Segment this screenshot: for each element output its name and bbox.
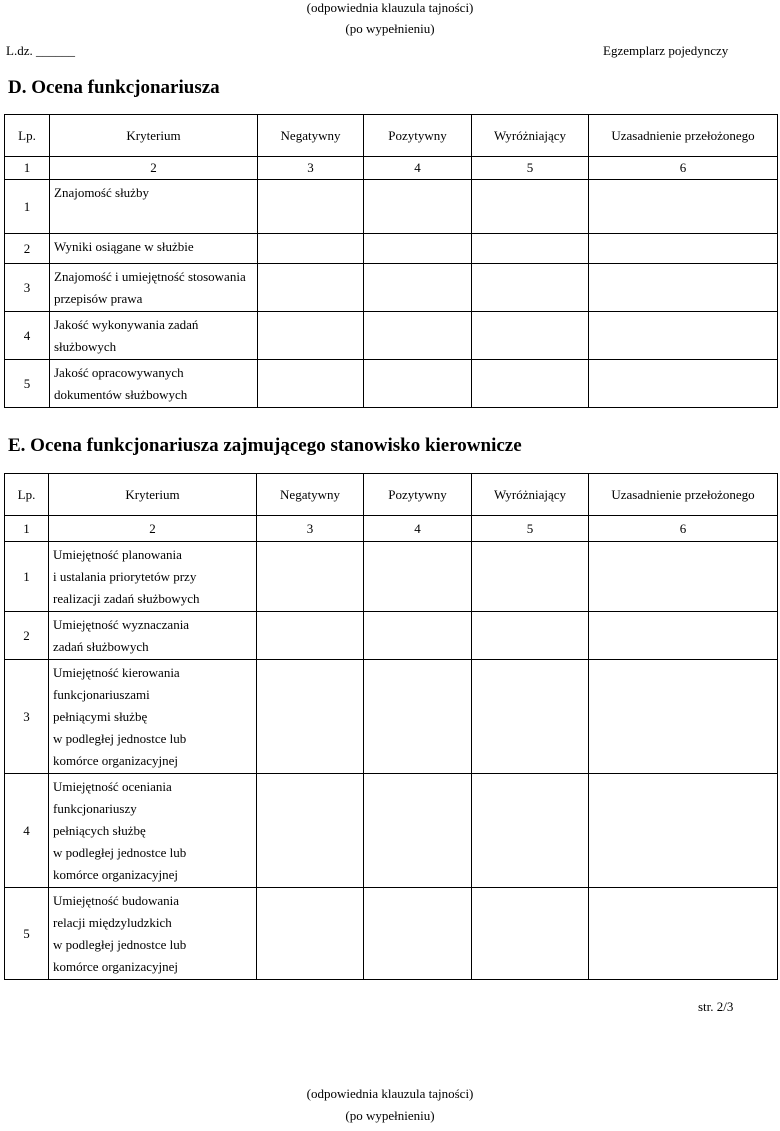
negative-cell[interactable] <box>258 312 364 360</box>
criterion-line: służbowych <box>54 339 117 354</box>
lp-cell: 2 <box>5 234 50 264</box>
table-e-number-row <box>5 516 778 542</box>
table-d <box>4 114 778 408</box>
section-e-title: E. Ocena funkcjonariusza zajmującego stanowisko kierownicze <box>8 435 522 456</box>
criterion-line: Jakość wykonywania zadań <box>54 317 199 332</box>
criterion-line: Umiejętność planowania <box>53 547 182 562</box>
col-header: Kryterium <box>50 115 258 157</box>
criterion-line: Znajomość służby <box>54 185 149 200</box>
section-d-title: D. Ocena funkcjonariusza <box>8 77 220 98</box>
justification-cell[interactable] <box>589 360 778 408</box>
justification-cell[interactable] <box>589 312 778 360</box>
distinguished-cell[interactable] <box>472 234 589 264</box>
col-number: 2 <box>49 516 257 542</box>
criterion-line: Umiejętność kierowania <box>53 665 180 680</box>
negative-cell[interactable] <box>258 234 364 264</box>
negative-cell[interactable] <box>257 888 364 980</box>
col-number: 1 <box>5 157 50 180</box>
criterion-line: Znajomość i umiejętność stosowania <box>54 269 246 284</box>
col-header: Negatywny <box>258 115 364 157</box>
col-header: Wyróżniający <box>472 474 589 516</box>
lp-cell: 3 <box>5 264 50 312</box>
criterion-cell <box>50 180 258 234</box>
negative-cell[interactable] <box>258 180 364 234</box>
classification-header: (odpowiednia klauzula tajności) <box>306 0 474 15</box>
negative-cell[interactable] <box>257 542 364 612</box>
criterion-line: w podległej jednostce lub <box>53 731 187 746</box>
table-d-header-row <box>5 115 778 157</box>
distinguished-cell[interactable] <box>472 542 589 612</box>
lp-cell: 4 <box>5 312 50 360</box>
positive-cell[interactable] <box>364 660 472 774</box>
criterion-cell <box>50 360 258 408</box>
positive-cell[interactable] <box>364 360 472 408</box>
criterion-line: w podległej jednostce lub <box>53 937 187 952</box>
classification-footer: (odpowiednia klauzula tajności) <box>306 1086 474 1101</box>
distinguished-cell[interactable] <box>472 312 589 360</box>
distinguished-cell[interactable] <box>472 180 589 234</box>
table-d-row-5 <box>5 360 778 408</box>
criterion-cell <box>49 542 257 612</box>
criterion-line: pełniących służbę <box>53 823 146 838</box>
distinguished-cell[interactable] <box>472 360 589 408</box>
col-number: 5 <box>472 157 589 180</box>
col-header: Kryterium <box>49 474 257 516</box>
criterion-cell <box>50 234 258 264</box>
table-e-row-2 <box>5 612 778 660</box>
justification-cell[interactable] <box>589 264 778 312</box>
criterion-line: funkcjonariuszy <box>53 801 137 816</box>
negative-cell[interactable] <box>257 612 364 660</box>
table-d-body <box>5 115 778 408</box>
positive-cell[interactable] <box>364 264 472 312</box>
col-header: Pozytywny <box>364 115 472 157</box>
justification-cell[interactable] <box>589 542 778 612</box>
distinguished-cell[interactable] <box>472 888 589 980</box>
col-header: Negatywny <box>257 474 364 516</box>
table-e-row-1 <box>5 542 778 612</box>
criterion-line: Wyniki osiągane w służbie <box>54 239 194 254</box>
distinguished-cell[interactable] <box>472 264 589 312</box>
justification-cell[interactable] <box>589 234 778 264</box>
negative-cell[interactable] <box>258 360 364 408</box>
criterion-line: w podległej jednostce lub <box>53 845 187 860</box>
lp-cell: 5 <box>5 360 50 408</box>
negative-cell[interactable] <box>257 660 364 774</box>
copy-label: Egzemplarz pojedynczy <box>603 43 729 58</box>
criterion-line: komórce organizacyjnej <box>53 753 179 768</box>
col-number: 1 <box>5 516 49 542</box>
col-header: Wyróżniający <box>472 115 589 157</box>
negative-cell[interactable] <box>258 264 364 312</box>
col-header: Lp. <box>5 115 50 157</box>
criterion-line: Umiejętność wyznaczania <box>53 617 190 632</box>
positive-cell[interactable] <box>364 180 472 234</box>
table-e <box>4 473 778 980</box>
table-d-row-3 <box>5 264 778 312</box>
positive-cell[interactable] <box>364 774 472 888</box>
criterion-line: zadań służbowych <box>53 639 149 654</box>
table-e-row-5 <box>5 888 778 980</box>
ldz-field: L.dz. ______ <box>6 43 75 58</box>
table-e-row-3 <box>5 660 778 774</box>
justification-cell[interactable] <box>589 888 778 980</box>
col-number: 4 <box>364 516 472 542</box>
col-header: Uzasadnienie przełożonego <box>589 474 778 516</box>
justification-cell[interactable] <box>589 774 778 888</box>
criterion-line: Umiejętność budowania <box>53 893 179 908</box>
criterion-cell <box>49 774 257 888</box>
distinguished-cell[interactable] <box>472 774 589 888</box>
criterion-cell <box>50 264 258 312</box>
criterion-line: realizacji zadań służbowych <box>53 591 200 606</box>
col-number: 2 <box>50 157 258 180</box>
distinguished-cell[interactable] <box>472 612 589 660</box>
col-header: Uzasadnienie przełożonego <box>589 115 778 157</box>
criterion-line: komórce organizacyjnej <box>53 867 179 882</box>
justification-cell[interactable] <box>589 180 778 234</box>
lp-cell: 1 <box>5 180 50 234</box>
criterion-line: i ustalania priorytetów przy <box>53 569 197 584</box>
lp-cell: 4 <box>5 774 49 888</box>
criterion-cell <box>50 312 258 360</box>
table-d-row-4 <box>5 312 778 360</box>
page-number: str. 2/3 <box>698 999 734 1014</box>
criterion-line: pełniącymi służbę <box>53 709 148 724</box>
criterion-line: funkcjonariuszami <box>53 687 150 702</box>
col-header: Pozytywny <box>364 474 472 516</box>
justification-cell[interactable] <box>589 612 778 660</box>
lp-cell: 2 <box>5 612 49 660</box>
criterion-cell <box>49 888 257 980</box>
positive-cell[interactable] <box>364 542 472 612</box>
col-header: Lp. <box>5 474 49 516</box>
positive-cell[interactable] <box>364 612 472 660</box>
col-number: 5 <box>472 516 589 542</box>
lp-cell: 3 <box>5 660 49 774</box>
table-e-header-row <box>5 474 778 516</box>
col-number: 6 <box>589 157 778 180</box>
positive-cell[interactable] <box>364 234 472 264</box>
table-e-row-4 <box>5 774 778 888</box>
criterion-line: komórce organizacyjnej <box>53 959 179 974</box>
table-d-row-1 <box>5 180 778 234</box>
criterion-cell <box>49 612 257 660</box>
distinguished-cell[interactable] <box>472 660 589 774</box>
criterion-line: relacji międzyludzkich <box>53 915 172 930</box>
col-number: 3 <box>257 516 364 542</box>
table-e-body <box>5 474 778 980</box>
table-d-number-row <box>5 157 778 180</box>
justification-cell[interactable] <box>589 660 778 774</box>
col-number: 3 <box>258 157 364 180</box>
criterion-line: dokumentów służbowych <box>54 387 188 402</box>
col-number: 4 <box>364 157 472 180</box>
criterion-line: Jakość opracowywanych <box>54 365 184 380</box>
negative-cell[interactable] <box>257 774 364 888</box>
positive-cell[interactable] <box>364 888 472 980</box>
lp-cell: 5 <box>5 888 49 980</box>
table-d-row-2 <box>5 234 778 264</box>
criterion-line: Umiejętność oceniania <box>53 779 172 794</box>
fill-note-footer: (po wypełnieniu) <box>345 1108 435 1123</box>
positive-cell[interactable] <box>364 312 472 360</box>
col-number: 6 <box>589 516 778 542</box>
lp-cell: 1 <box>5 542 49 612</box>
criterion-line: przepisów prawa <box>54 291 143 306</box>
criterion-cell <box>49 660 257 774</box>
fill-note-header: (po wypełnieniu) <box>345 21 435 36</box>
